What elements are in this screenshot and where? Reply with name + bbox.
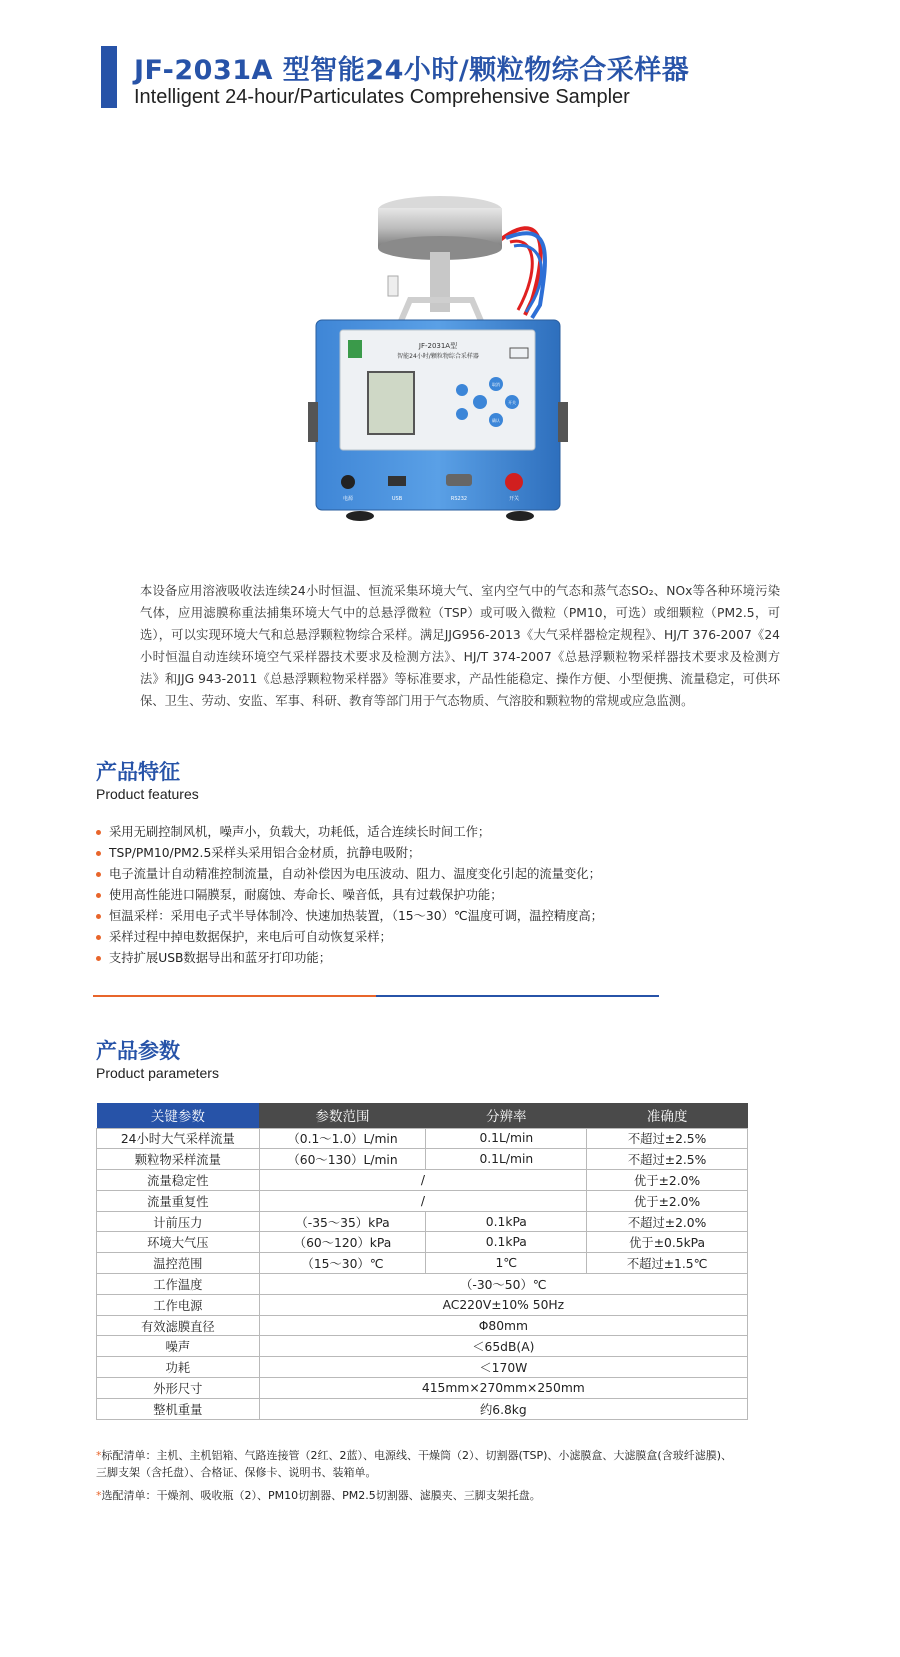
bullet-dot <box>96 893 101 898</box>
table-row: 噪声 ＜65dB(A) <box>97 1336 748 1357</box>
panel-btn-up: 取消 <box>492 382 500 387</box>
features-list <box>96 822 736 969</box>
feature-item: 电子流量计自动精准控制流量，自动补偿因为电压波动、阻力、温度变化引起的流量变化； <box>96 864 736 885</box>
panel-btn-down: 确认 <box>492 418 500 423</box>
table-row: 工作温度 （-30～50）℃ <box>97 1274 748 1295</box>
panel-model: JF-2031A型 <box>418 342 458 350</box>
panel-name: 智能24小时/颗粒物综合采样器 <box>397 353 479 360</box>
panel-btn-right: 开关 <box>508 400 516 405</box>
params-title: 产品参数 <box>96 1039 180 1063</box>
package-notes <box>96 1447 736 1504</box>
table-row: 流量重复性 / 优于±2.0% <box>97 1190 748 1211</box>
standard-list: *标配清单：主机、主机铝箱、气路连接管（2红、2蓝）、电源线、干燥筒（2）、切割器(TSP)、小滤膜盒、大滤膜盒(含玻纤滤膜)、三脚支架（含托盘）、合格证、保修卡、说明书、装箱单。 <box>96 1449 732 1479</box>
feature-item: 采用无刷控制风机，噪声小，负载大，功耗低，适合连续长时间工作； <box>96 822 736 843</box>
bullet-dot <box>96 830 101 835</box>
table-row: 环境大气压 （60～120）kPa 0.1kPa 优于±0.5kPa <box>97 1232 748 1253</box>
panel-label-power: 电源 <box>342 496 354 502</box>
panel-label-switch: 开关 <box>508 496 520 502</box>
feature-item: TSP/PM10/PM2.5采样头采用铝合金材质，抗静电吸附； <box>96 843 736 864</box>
params-table <box>96 1103 748 1420</box>
table-row: 流量稳定性 / 优于±2.0% <box>97 1170 748 1191</box>
feature-item: 支持扩展USB数据导出和蓝牙打印功能； <box>96 948 736 969</box>
table-row: 功耗 ＜170W <box>97 1357 748 1378</box>
section-divider-orange <box>93 995 376 997</box>
table-row: 温控范围 （15～30）℃ 1℃ 不超过±1.5℃ <box>97 1253 748 1274</box>
header-resolution: 分辨率 <box>426 1103 587 1128</box>
header-range: 参数范围 <box>259 1103 426 1128</box>
table-row: 24小时大气采样流量 （0.1～1.0）L/min 0.1L/min 不超过±2.5% <box>97 1128 748 1149</box>
optional-list: *选配清单：干燥剂、吸收瓶（2）、PM10切割器、PM2.5切割器、滤膜夹、三脚支架托盘。 <box>96 1489 541 1502</box>
header-key: 关键参数 <box>97 1103 260 1128</box>
panel-label-com: RS232 <box>450 496 468 502</box>
feature-item: 使用高性能进口隔膜泵，耐腐蚀、寿命长、噪音低，具有过载保护功能； <box>96 885 736 906</box>
bullet-dot <box>96 914 101 919</box>
product-description: 本设备应用溶液吸收法连续24小时恒温、恒流采集环境大气、室内空气中的气态和蒸气态SO₂、NOx等各种环境污染气体，应用滤膜称重法捕集环境大气中的总悬浮微粒（TSP）或可吸入微粒（PM10，可选）或细颗粒（PM2.5，可选），可以实现环境大气和总悬浮颗粒物综合采样。满足JJG956-2013《大气采样器检定规程》、HJ/T 376-2007《24小时恒温自动连续环境空气采样器技术要求及检测方法》、HJ/T 374-2007《总悬浮颗粒物采样器技术要求及检测方法》和JJG 943-2011《总悬浮颗粒物采样器》等标准要求，产品性能稳定、操作方便、小型便携、流量稳定，可供环保、卫生、劳动、安监、军事、科研、教育等部门用于气态物质、气溶胶和颗粒物的常规或应急监测。 <box>140 584 780 708</box>
features-title: 产品特征 <box>96 760 180 784</box>
feature-item: 恒温采样：采用电子式半导体制冷、快速加热装置，（15～30）℃温度可调，温控精度高； <box>96 906 736 927</box>
bullet-dot <box>96 956 101 961</box>
page-subtitle-en: Intelligent 24-hour/Particulates Comprehensive Sampler <box>134 86 630 108</box>
table-row: 工作电源 AC220V±10% 50Hz <box>97 1294 748 1315</box>
table-row: 整机重量 约6.8kg <box>97 1398 748 1419</box>
table-row: 外形尺寸 415mm×270mm×250mm <box>97 1378 748 1399</box>
table-row: 计前压力 （-35～35）kPa 0.1kPa 不超过±2.0% <box>97 1211 748 1232</box>
title-accent-bar <box>101 46 117 108</box>
table-row: 有效滤膜直径 Φ80mm <box>97 1315 748 1336</box>
params-subtitle: Product parameters <box>96 1065 219 1081</box>
bullet-dot <box>96 872 101 877</box>
panel-label-usb: USB <box>391 496 403 502</box>
table-row: 颗粒物采样流量 （60～130）L/min 0.1L/min 不超过±2.5% <box>97 1149 748 1170</box>
product-image <box>300 180 600 530</box>
features-subtitle: Product features <box>96 786 199 802</box>
page-title: JF-2031A 型智能24小时/颗粒物综合采样器 <box>134 55 690 86</box>
section-divider-blue <box>376 995 659 997</box>
feature-item: 采样过程中掉电数据保护，来电后可自动恢复采样； <box>96 927 736 948</box>
bullet-dot <box>96 935 101 940</box>
bullet-dot <box>96 851 101 856</box>
table-header-row <box>97 1103 748 1128</box>
header-accuracy: 准确度 <box>587 1103 748 1128</box>
